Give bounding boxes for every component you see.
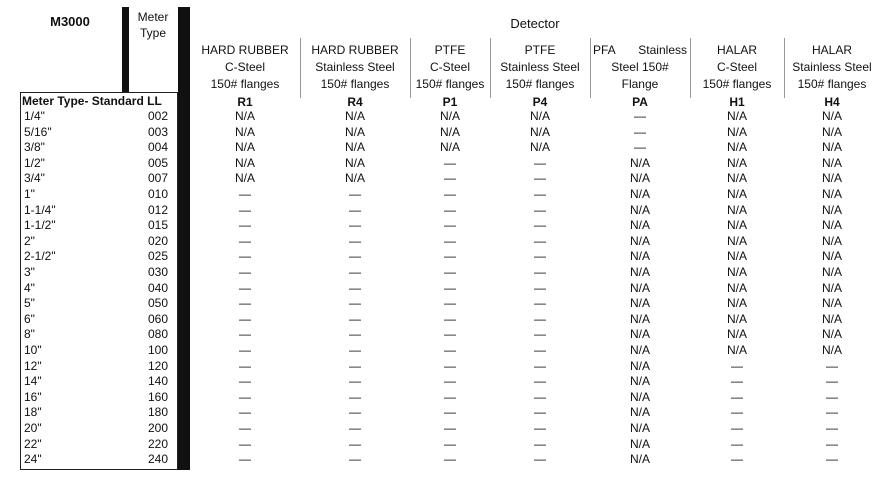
table-cell: —	[349, 327, 361, 342]
column-header-p4	[490, 42, 590, 93]
row-size: 8"	[24, 327, 35, 342]
column-header-line: PTFE	[524, 43, 556, 57]
table-cell: —	[239, 421, 251, 435]
table-cell: —	[349, 202, 361, 217]
row-meter-type: 060	[147, 311, 168, 326]
table-cell: N/A	[726, 218, 747, 233]
table-cell: —	[239, 311, 251, 326]
table-cell: —	[239, 452, 251, 467]
column-code-pa: PA	[632, 95, 648, 109]
table-cell: N/A	[344, 124, 365, 139]
table-cell: —	[239, 296, 251, 311]
table-cell: N/A	[821, 109, 842, 123]
table-cell: —	[239, 249, 251, 264]
table-cell: N/A	[629, 358, 650, 373]
table-cell: —	[534, 389, 546, 404]
column-header-line: Stainless Steel	[792, 60, 872, 74]
column-header-line: PTFE	[434, 43, 466, 57]
table-cell: —	[534, 202, 546, 217]
row-size: 5"	[24, 296, 35, 311]
row-size: 16"	[24, 389, 42, 404]
row-size: 18"	[24, 405, 42, 420]
meter-type-header-line2: Type	[139, 26, 166, 40]
column-code-h1: H1	[729, 95, 745, 109]
table-cell: N/A	[629, 155, 650, 170]
row-size: 24"	[24, 452, 42, 467]
table-cell: N/A	[821, 343, 842, 357]
table-cell: N/A	[629, 389, 650, 404]
table-cell: —	[349, 265, 361, 279]
column-header-line: HALAR	[811, 43, 852, 57]
table-cell: —	[826, 389, 838, 404]
table-cell: —	[444, 280, 456, 295]
table-cell: N/A	[629, 280, 650, 295]
row-meter-type: 030	[147, 265, 168, 279]
table-cell: N/A	[629, 187, 650, 201]
table-cell: N/A	[629, 327, 650, 342]
column-header-pa	[590, 42, 690, 93]
row-meter-type: 007	[147, 171, 168, 186]
table-cell: N/A	[629, 218, 650, 233]
table-cell: N/A	[821, 140, 842, 155]
table-cell: N/A	[629, 421, 650, 435]
table-cell: N/A	[726, 327, 747, 342]
table-cell: —	[349, 421, 361, 435]
table-cell: —	[349, 296, 361, 311]
table-cell: N/A	[726, 296, 747, 311]
table-cell: —	[534, 249, 546, 264]
column-header-r4	[300, 42, 410, 93]
table-cell: N/A	[726, 249, 747, 264]
table-cell: —	[239, 389, 251, 404]
table-cell: N/A	[629, 452, 650, 467]
table-cell: —	[349, 280, 361, 295]
table-cell: —	[239, 218, 251, 233]
table-cell: N/A	[821, 327, 842, 342]
table-cell: —	[731, 452, 743, 467]
table-cell: —	[534, 436, 546, 451]
column-header-line: Flange	[621, 77, 659, 91]
table-cell: —	[349, 374, 361, 389]
table-cell: —	[444, 327, 456, 342]
detector-divider-bar	[178, 7, 190, 470]
table-cell: N/A	[726, 187, 747, 201]
table-cell: N/A	[821, 171, 842, 186]
table-cell: —	[444, 374, 456, 389]
table-cell: —	[444, 202, 456, 217]
table-cell: —	[444, 218, 456, 233]
row-meter-type: 220	[147, 436, 168, 451]
table-cell: N/A	[234, 109, 255, 123]
table-cell: —	[731, 421, 743, 435]
table-cell: N/A	[439, 140, 460, 155]
table-cell: —	[826, 358, 838, 373]
table-cell: —	[731, 405, 743, 420]
table-cell: N/A	[726, 171, 747, 186]
column-divider	[784, 38, 785, 98]
table-cell: —	[534, 374, 546, 389]
table-cell: —	[349, 452, 361, 467]
table-cell: N/A	[726, 155, 747, 170]
table-cell: —	[239, 405, 251, 420]
table-cell: —	[534, 358, 546, 373]
row-meter-type: 025	[147, 249, 168, 264]
table-cell: —	[826, 374, 838, 389]
column-header-h4	[784, 42, 880, 93]
table-cell: N/A	[234, 140, 255, 155]
table-cell: N/A	[234, 155, 255, 170]
column-header-line: 150# flanges	[702, 77, 772, 91]
row-meter-type: 003	[147, 124, 168, 139]
table-cell: —	[534, 218, 546, 233]
table-cell: —	[239, 327, 251, 342]
table-cell: —	[634, 140, 646, 155]
table-cell: N/A	[529, 109, 550, 123]
row-size: 1-1/2"	[24, 218, 56, 233]
column-header-line: Stainless Steel	[500, 60, 580, 74]
table-cell: N/A	[529, 140, 550, 155]
table-cell: N/A	[821, 265, 842, 279]
row-meter-type: 240	[147, 452, 168, 467]
table-cell: N/A	[726, 233, 747, 248]
row-meter-type: 040	[147, 280, 168, 295]
column-header-line: 150# flanges	[505, 77, 575, 91]
column-header-line: 150# flanges	[210, 77, 280, 91]
table-cell: N/A	[629, 436, 650, 451]
table-cell: N/A	[726, 202, 747, 217]
row-meter-type: 005	[147, 155, 168, 170]
table-cell: —	[239, 280, 251, 295]
table-cell: N/A	[726, 311, 747, 326]
table-cell: N/A	[629, 374, 650, 389]
column-header-r1	[190, 42, 300, 93]
row-meter-type: 160	[147, 389, 168, 404]
row-size: 1/2"	[24, 155, 45, 170]
table-cell: —	[534, 265, 546, 279]
table-cell: —	[444, 452, 456, 467]
table-cell: —	[349, 389, 361, 404]
row-size: 3"	[24, 265, 35, 279]
table-cell: N/A	[821, 233, 842, 248]
table-cell: —	[534, 405, 546, 420]
table-cell: N/A	[629, 202, 650, 217]
table-cell: N/A	[821, 202, 842, 217]
table-cell: N/A	[234, 171, 255, 186]
column-header-line: 150# flanges	[415, 77, 485, 91]
table-cell: —	[826, 452, 838, 467]
table-cell: N/A	[821, 124, 842, 139]
column-divider	[690, 38, 691, 98]
table-cell: —	[634, 124, 646, 139]
column-code-p4: P4	[532, 95, 548, 109]
row-meter-type: 140	[147, 374, 168, 389]
table-cell: —	[534, 452, 546, 467]
table-cell: —	[534, 343, 546, 357]
table-cell: —	[349, 343, 361, 357]
table-cell: —	[534, 187, 546, 201]
table-cell: N/A	[629, 405, 650, 420]
detector-header: Detector	[510, 16, 560, 31]
column-code-r4: R4	[347, 95, 363, 109]
table-cell: N/A	[726, 265, 747, 279]
column-header-h1	[690, 42, 784, 93]
column-header-word: Stainless	[638, 43, 687, 57]
table-cell: —	[534, 171, 546, 186]
table-cell: —	[444, 171, 456, 186]
table-cell: N/A	[821, 218, 842, 233]
row-meter-type: 010	[147, 187, 168, 201]
table-cell: —	[534, 280, 546, 295]
table-cell: N/A	[344, 109, 365, 123]
table-cell: —	[444, 265, 456, 279]
table-cell: N/A	[629, 265, 650, 279]
table-cell: —	[349, 187, 361, 201]
table-cell: —	[349, 436, 361, 451]
table-cell: —	[444, 421, 456, 435]
row-size: 2"	[24, 233, 35, 248]
row-meter-type: 002	[147, 109, 168, 123]
column-header-line: C-Steel	[716, 60, 757, 74]
table-cell: N/A	[821, 155, 842, 170]
table-cell: N/A	[344, 140, 365, 155]
table-cell: —	[634, 109, 646, 123]
meter-type-header-line1: Meter	[137, 10, 169, 24]
table-cell: —	[349, 405, 361, 420]
table-cell: N/A	[629, 311, 650, 326]
row-size: 1-1/4"	[24, 202, 56, 217]
column-header-word: PFA	[593, 43, 616, 57]
table-cell: —	[731, 358, 743, 373]
table-cell: N/A	[529, 124, 550, 139]
table-cell: —	[239, 358, 251, 373]
row-size: 4"	[24, 280, 35, 295]
row-size: 22"	[24, 436, 42, 451]
row-size: 12"	[24, 358, 42, 373]
table-cell: N/A	[234, 124, 255, 139]
row-meter-type: 080	[147, 327, 168, 342]
table-cell: —	[239, 187, 251, 201]
table-cell: —	[731, 374, 743, 389]
table-cell: —	[444, 311, 456, 326]
row-size: 10"	[24, 343, 42, 357]
column-header-line: Stainless Steel	[315, 60, 395, 74]
table-cell: —	[239, 343, 251, 357]
row-size: 3/8"	[24, 140, 45, 155]
table-cell: —	[534, 327, 546, 342]
table-cell: N/A	[629, 171, 650, 186]
row-meter-type: 050	[147, 296, 168, 311]
meter-type-standard-header: Meter Type- Standard LL	[22, 94, 162, 108]
table-cell: N/A	[821, 280, 842, 295]
table-cell: N/A	[821, 249, 842, 264]
table-cell: —	[239, 374, 251, 389]
table-cell: —	[444, 155, 456, 170]
column-code-p1: P1	[442, 95, 458, 109]
table-cell: N/A	[726, 280, 747, 295]
table-cell: N/A	[344, 155, 365, 170]
table-cell: N/A	[821, 311, 842, 326]
table-cell: —	[349, 311, 361, 326]
column-code-r1: R1	[237, 95, 253, 109]
row-meter-type: 200	[147, 421, 168, 435]
column-header-line: C-Steel	[224, 60, 265, 74]
table-cell: —	[534, 155, 546, 170]
table-cell: —	[534, 296, 546, 311]
table-cell: —	[444, 389, 456, 404]
table-cell: —	[444, 358, 456, 373]
table-cell: N/A	[629, 343, 650, 357]
table-cell: —	[444, 249, 456, 264]
column-divider	[490, 38, 491, 98]
table-cell: N/A	[821, 187, 842, 201]
row-size: 14"	[24, 374, 42, 389]
table-cell: —	[239, 436, 251, 451]
table-cell: —	[826, 421, 838, 435]
row-meter-type: 020	[147, 233, 168, 248]
column-header-p1	[410, 42, 490, 93]
table-cell: —	[349, 218, 361, 233]
row-meter-type: 012	[147, 202, 168, 217]
table-cell: —	[826, 436, 838, 451]
row-size: 5/16"	[24, 124, 52, 139]
table-cell: N/A	[439, 109, 460, 123]
table-cell: N/A	[726, 140, 747, 155]
table-cell: N/A	[726, 109, 747, 123]
table-cell: N/A	[629, 249, 650, 264]
table-cell: —	[444, 436, 456, 451]
table-cell: —	[534, 421, 546, 435]
table-cell: —	[444, 187, 456, 201]
table-cell: N/A	[439, 124, 460, 139]
table-cell: —	[444, 233, 456, 248]
table-cell: —	[826, 405, 838, 420]
column-header-line: 150# flanges	[797, 77, 867, 91]
table-cell: —	[444, 296, 456, 311]
meter-type-header	[128, 9, 178, 41]
column-header-line: Steel 150#	[611, 60, 669, 74]
row-meter-type: 100	[147, 343, 168, 357]
column-header-line	[590, 42, 690, 59]
table-cell: —	[239, 202, 251, 217]
table-cell: —	[534, 311, 546, 326]
table-cell: —	[534, 233, 546, 248]
row-meter-type: 015	[147, 218, 168, 233]
table-cell: —	[239, 265, 251, 279]
table-cell: —	[731, 389, 743, 404]
column-header-line: HARD RUBBER	[201, 43, 289, 57]
column-header-line: C-Steel	[429, 60, 470, 74]
table-cell: —	[731, 436, 743, 451]
column-code-h4: H4	[824, 95, 840, 109]
table-cell: —	[239, 233, 251, 248]
row-size: 1"	[24, 187, 35, 201]
table-cell: N/A	[821, 296, 842, 311]
table-cell: —	[444, 343, 456, 357]
row-size: 20"	[24, 421, 42, 435]
row-meter-type: 004	[147, 140, 168, 155]
table-cell: —	[349, 358, 361, 373]
row-size: 2-1/2"	[24, 249, 56, 264]
column-divider	[410, 38, 411, 98]
column-divider	[300, 38, 301, 98]
table-cell: —	[444, 405, 456, 420]
table-cell: N/A	[629, 296, 650, 311]
row-size: 1/4"	[24, 109, 45, 123]
row-size: 6"	[24, 311, 35, 326]
table-cell: —	[349, 249, 361, 264]
row-meter-type: 120	[147, 358, 168, 373]
column-header-line: 150# flanges	[320, 77, 390, 91]
table-title: M3000	[50, 14, 90, 29]
column-header-line: HALAR	[716, 43, 757, 57]
table-cell: N/A	[726, 124, 747, 139]
row-size: 3/4"	[24, 171, 45, 186]
row-meter-type: 180	[147, 405, 168, 420]
table-cell: N/A	[726, 343, 747, 357]
column-header-line: HARD RUBBER	[311, 43, 399, 57]
table-cell: N/A	[629, 233, 650, 248]
column-divider	[590, 38, 591, 98]
table-cell: N/A	[344, 171, 365, 186]
table-cell: —	[349, 233, 361, 248]
